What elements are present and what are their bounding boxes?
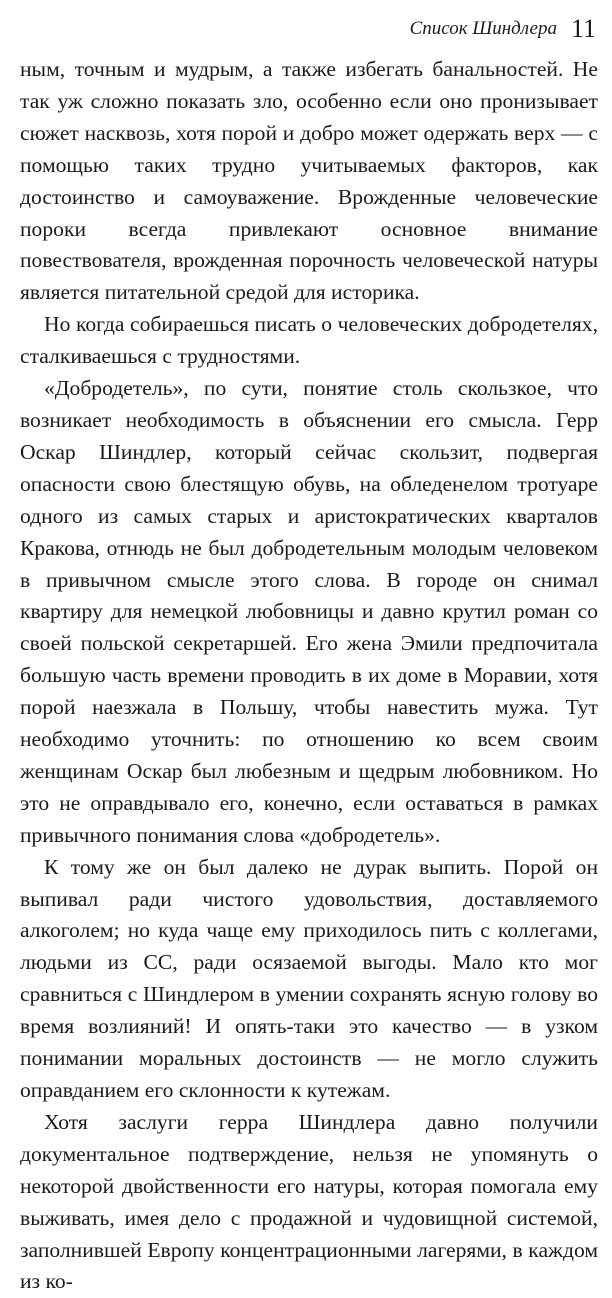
paragraph: Хотя заслуги герра Шиндлера давно получили документальное подтверждение, нельзя не упомянуть о некоторой двойственности его натуры, которая помогала ему выживать, имея дело с продажной и чудовищной системой, заполнившей Европу концентрационными лагерями, в каждом из ко- <box>20 1109 598 1294</box>
book-page <box>20 0 598 1294</box>
body-text <box>20 54 598 1298</box>
paragraph: Но когда собираешься писать о человеческих добродетелях, сталкиваешься с трудностями. <box>20 312 598 369</box>
paragraph: К тому же он был далеко не дурак выпить. Порой он выпивал ради чистого удовольствия, доставляемого алкоголем; но куда чаще ему приходилось пить с коллегами, людьми из СС, ради осязаемой выгоды. Мало кто мог сравниться с Шиндлером в умении сохранять ясную голову во время возлияний! И опять-таки это качество — в узком понимании моральных достоинств — не могло служить оправданием его склонности к кутежам. <box>20 854 598 1102</box>
paragraph-continuation: ным, точным и мудрым, а также избегать банальностей. Не так уж сложно показать зло, особенно если оно пронизывает сюжет насквозь, хотя порой и добро может одержать верх — с помощью таких трудно учитываемых факторов, как достоинство и самоуважение. Врожденные человеческие пороки всегда привлекают основное внимание повествователя, врожденная порочность человеческой натуры является питательной средой для историка. <box>20 57 598 305</box>
running-header <box>20 0 598 48</box>
paragraph: «Добродетель», по сути, понятие столь скользкое, что возникает необходимость в объяснении его смысла. Герр Оскар Шиндлер, который сейчас скользит, подвергая опасности свою блестящую обувь, на обледенелом тротуаре одного из самых старых и аристократических кварталов Кракова, отнюдь не был добродетельным молодым человеком в привычном смысле этого слова. В городе он снимал квартиру для немецкой любовницы и давно крутил роман со своей польской секретаршей. Его жена Эмили предпочитала большую часть времени проводить в их доме в Моравии, хотя порой наезжала в Польшу, чтобы навестить мужа. Тут необходимо уточнить: по отношению ко всем своим женщинам Оскар был любезным и щедрым любовником. Но это не оправдывало его, конечно, если оставаться в рамках привычного понимания слова «добродетель». <box>20 376 598 847</box>
page-number: 11 <box>570 14 596 43</box>
running-title: Список Шиндлера <box>409 18 557 39</box>
